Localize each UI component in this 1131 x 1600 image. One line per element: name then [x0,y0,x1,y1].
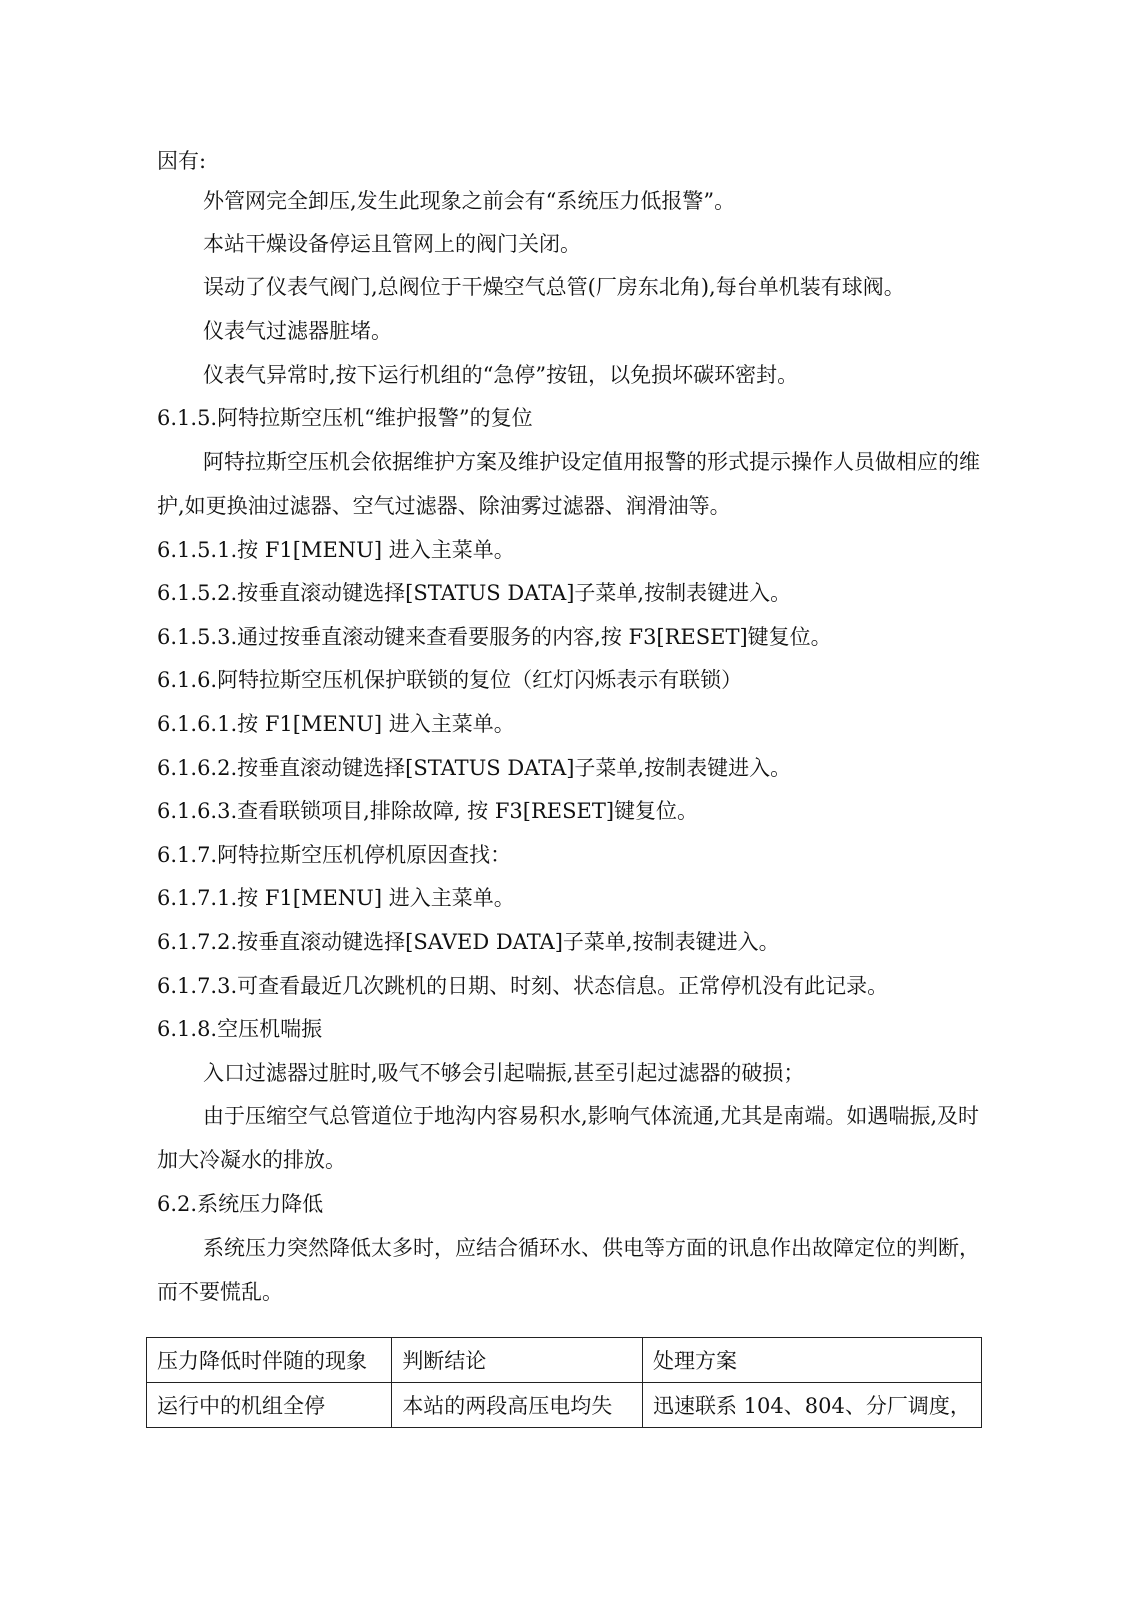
paragraph-maintenance-alarm: 阿特拉斯空压机会依据维护方案及维护设定值用报警的形式提示操作人员做相应的维护,如更换油过滤器、空气过滤器、除油雾过滤器、润滑油等。 [157,450,980,518]
paragraph-cause-2: 本站干燥设备停运且管网上的阀门关闭。 [203,232,581,256]
paragraph-cause-5: 仪表气异常时,按下运行机组的“急停”按钮，以免损坏碳环密封。 [203,363,799,387]
table-header-cell: 处理方案 [643,1338,982,1383]
table-cell: 运行中的机组全停 [147,1383,392,1428]
step-6-1-5-2: 6.1.5.2.按垂直滚动键选择[STATUS DATA]子菜单,按制表键进入。 [157,581,792,605]
section-heading-6-1-5: 6.1.5.阿特拉斯空压机“维护报警”的复位 [157,406,533,430]
paragraph-surge-1: 入口过滤器过脏时,吸气不够会引起喘振,甚至引起过滤器的破损； [203,1061,805,1085]
paragraph-cause-4: 仪表气过滤器脏堵。 [203,319,392,343]
step-6-1-7-2: 6.1.7.2.按垂直滚动键选择[SAVED DATA]子菜单,按制表键进入。 [157,930,780,954]
step-6-1-6-1: 6.1.6.1.按 F1[MENU] 进入主菜单。 [157,712,515,736]
paragraph-pressure-drop: 系统压力突然降低太多时，应结合循环水、供电等方面的讯息作出故障定位的判断，而不要慌乱。 [157,1236,980,1304]
step-6-1-7-1: 6.1.7.1.按 F1[MENU] 进入主菜单。 [157,886,515,910]
section-heading-6-1-7: 6.1.7.阿特拉斯空压机停机原因查找： [157,843,512,867]
table-header-row [147,1338,982,1383]
step-6-1-6-2: 6.1.6.2.按垂直滚动键选择[STATUS DATA]子菜单,按制表键进入。 [157,756,792,780]
step-6-1-7-3: 6.1.7.3.可查看最近几次跳机的日期、时刻、状态信息。正常停机没有此记录。 [157,974,889,998]
table-header-cell: 压力降低时伴随的现象 [147,1338,392,1383]
table-row [147,1383,982,1428]
step-6-1-5-1: 6.1.5.1.按 F1[MENU] 进入主菜单。 [157,538,515,562]
table-cell: 迅速联系 104、804、分厂调度， [643,1383,982,1428]
paragraph-surge-2: 由于压缩空气总管道位于地沟内容易积水,影响气体流通,尤其是南端。如遇喘振,及时加大冷凝水的排放。 [157,1104,980,1172]
section-heading-6-2: 6.2.系统压力降低 [157,1192,324,1216]
section-heading-6-1-6: 6.1.6.阿特拉斯空压机保护联锁的复位（红灯闪烁表示有联锁） [157,668,743,692]
table-cell: 本站的两段高压电均失 [392,1383,643,1428]
step-6-1-6-3: 6.1.6.3.查看联锁项目,排除故障, 按 F3[RESET]键复位。 [157,799,699,823]
step-6-1-5-3: 6.1.5.3.通过按垂直滚动键来查看要服务的内容,按 F3[RESET]键复位。 [157,625,832,649]
section-heading-6-1-8: 6.1.8.空压机喘振 [157,1017,323,1041]
paragraph-intro: 因有: [157,149,207,173]
table-header-cell: 判断结论 [392,1338,643,1383]
paragraph-cause-1: 外管网完全卸压,发生此现象之前会有“系统压力低报警”。 [203,189,736,213]
pressure-drop-table [146,1337,982,1428]
paragraph-cause-3: 误动了仪表气阀门,总阀位于干燥空气总管(厂房东北角),每台单机装有球阀。 [203,275,905,299]
